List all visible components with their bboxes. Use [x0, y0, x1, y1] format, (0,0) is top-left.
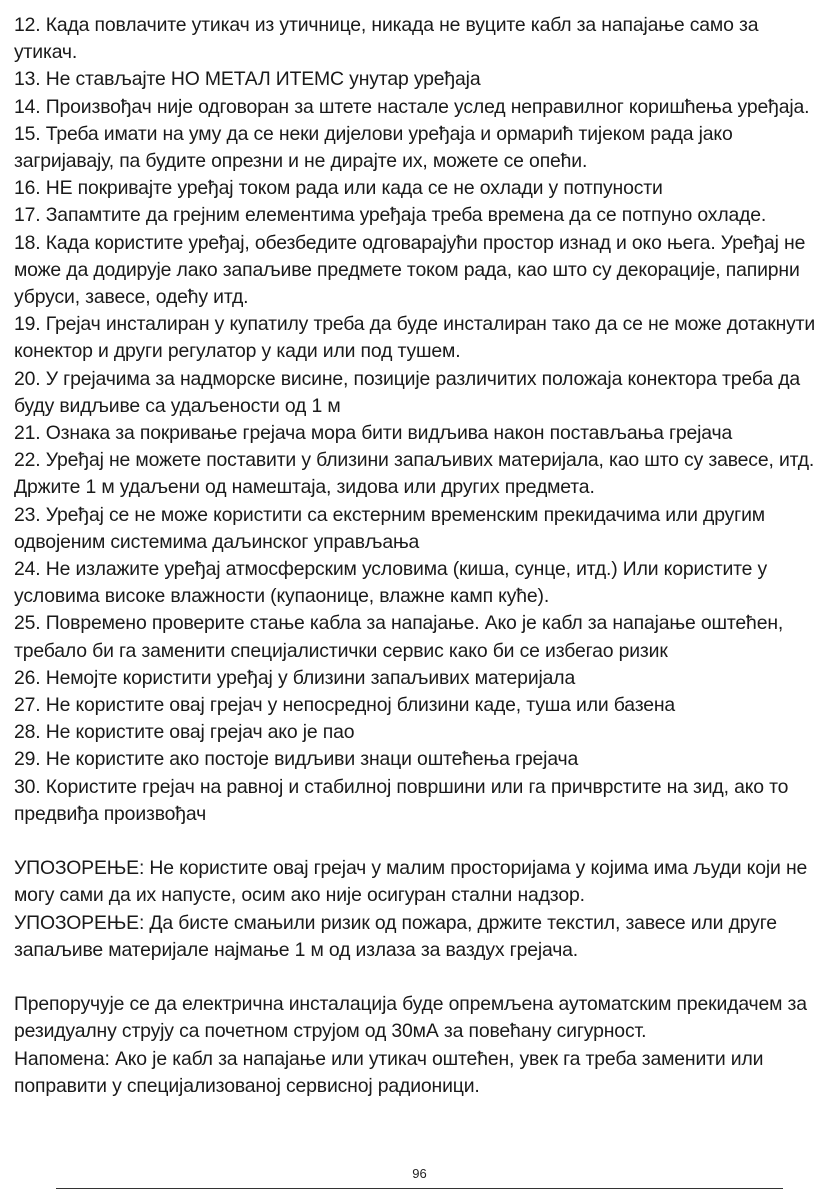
safety-item-16: 16. НЕ покривајте уређај током рада или када се не охлади у потпуности: [14, 177, 663, 200]
safety-item-17: 17. Запамтите да грејним елементима уређаја треба времена да се потпуно охладе.: [14, 204, 767, 227]
safety-item-25: 25. Повремено проверите стање кабла за напајање. Ако је кабл за напајање оштећен, требало би га заменити специјалистички сервис како би се избегао ризик: [14, 612, 784, 662]
safety-item-28: 28. Не користите овај грејач ако је пао: [14, 721, 355, 744]
safety-item-22: 22. Уређај не можете поставити у близини запаљивих материјала, као што су завесе, итд. Држите 1 м удаљени од намештаја, зидова или других предмета.: [14, 449, 815, 499]
warning-paragraph-fire-risk: УПОЗОРЕЊЕ: Да бисте смањили ризик од пожара, држите текстил, завесе или друге запаљиве материјале најмање 1 м од излаза за ваздух грејача.: [14, 911, 777, 961]
page-number: 96: [412, 1166, 427, 1181]
safety-item-26: 26. Немојте користити уређај у близини запаљивих материјала: [14, 666, 576, 689]
safety-item-24: 24. Не излажите уређај атмосферским условима (киша, сунце, итд.) Или користите у условима високе влажности (купаонице, влажне камп куће).: [14, 558, 768, 608]
rcd-recommendation-paragraph: Препоручује се да електрична инсталација буде опремљена аутоматским прекидачем за резидуалну струју са почетном струјом од 30мА за повећану сигурност.: [14, 993, 807, 1043]
paragraph-spacer: [14, 964, 822, 991]
safety-item-23: 23. Уређај се не може користити са екстерним временским прекидачима или другим одвојеним системима даљинског управљања: [14, 503, 765, 553]
safety-item-18: 18. Када користите уређај, обезбедите одговарајући простор изнад и око њега. Уређај не може да додирује лако запаљиве предмете током рада, као што су декорације, папирни убруси, завесе, одећу итд.: [14, 231, 806, 309]
safety-item-15: 15. Треба имати на уму да се неки дијелови уређаја и ормарић тијеком рада јако загријавају, па будите опрезни и не дирајте их, можете се опећи.: [14, 122, 733, 173]
safety-item-27: 27. Не користите овај грејач у непосредној близини каде, туша или базена: [14, 694, 676, 717]
safety-item-14: 14. Произвођач није одговоран за штете настале услед неправилног коришћења уређаја.: [14, 95, 810, 118]
safety-item-21: 21. Ознака за покривање грејача мора бити видљива након постављања грејача: [14, 422, 733, 445]
safety-item-20: 20. У грејачима за надморске висине, позиције различитих положаја конектора треба да буду видљиве са удаљености од 1 м: [14, 367, 800, 417]
paragraph-spacer: [14, 828, 822, 855]
footer-divider: [56, 1188, 783, 1189]
warning-paragraph-small-rooms: УПОЗОРЕЊЕ: Не користите овај грејач у малим просторијама у којима има људи који не могу сами да их напусте, осим ако није осигуран стални надзор.: [14, 857, 808, 907]
manual-page-body: [14, 12, 822, 1100]
cable-note-paragraph: Напомена: Ако је кабл за напајање или утикач оштећен, увек га треба заменити или поправити у специјализованој сервисној радионици.: [14, 1047, 764, 1097]
safety-item-19: 19. Грејач инсталиран у купатилу треба да буде инсталиран тако да се не може дотакнути конектор и други регулатор у кади или под тушем.: [14, 313, 816, 363]
safety-item-12: 12. Када повлачите утикач из утичнице, никада не вуците кабл за напајање само за утикач.: [14, 14, 759, 64]
safety-item-13: 13. Не стављајте НО МЕТАЛ ИТЕМС унутар уређаја: [14, 68, 481, 91]
safety-item-30: 30. Користите грејач на равној и стабилној површини или га причврстите на зид, ако то предвиђа произвођач: [14, 775, 789, 825]
safety-item-29: 29. Не користите ако постоје видљиви знаци оштећења грејача: [14, 748, 579, 771]
